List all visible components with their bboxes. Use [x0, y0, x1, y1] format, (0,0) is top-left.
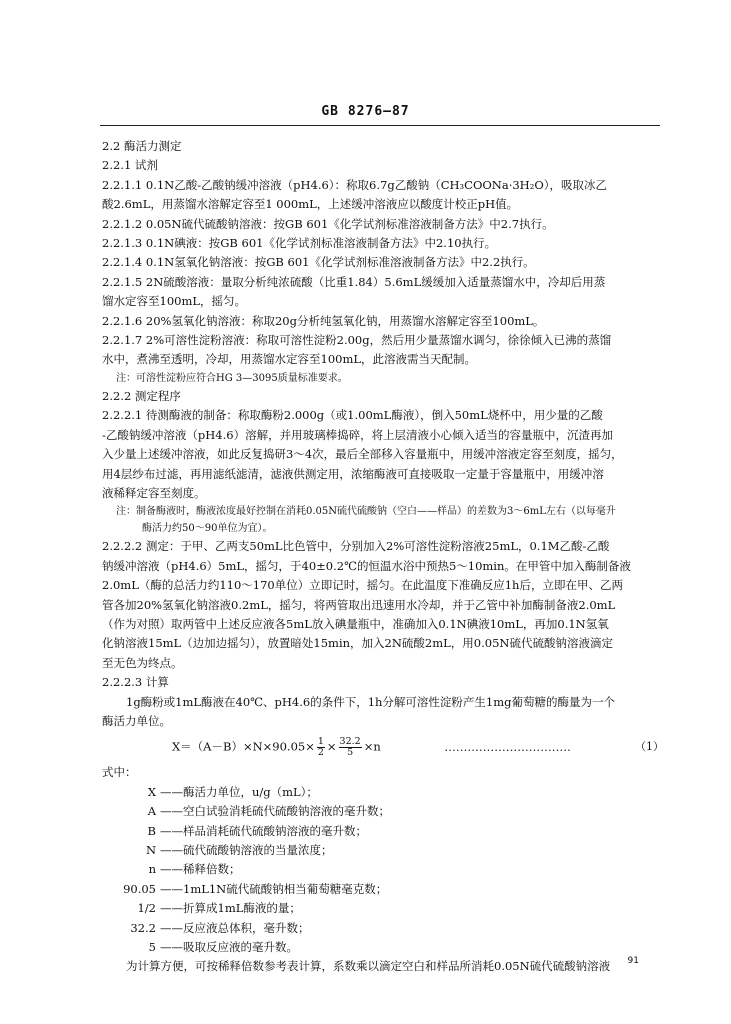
definition-row [102, 899, 664, 918]
definition-row [102, 860, 664, 879]
definition-symbol: 5 [148, 939, 156, 954]
text-line: 2.0mL（酶的总活力约110～170单位）立即记时，摇匀。在此温度下准确反应1h后，立即在甲、乙两 [102, 578, 623, 593]
definition-description: ——反应液总体积，毫升数； [160, 920, 310, 935]
definition-description: ——稀释倍数； [160, 862, 241, 877]
note-line: 酶活力约50～90单位为宜）。 [142, 523, 273, 535]
definition-symbol: n [148, 862, 156, 877]
definition-symbol: N [145, 842, 156, 857]
text-line: 2.2.1.7 2%可溶性淀粉溶液：称取可溶性淀粉2.00g，然后用少量蒸馏水调匀，徐徐倾入已沸的蒸馏 [102, 333, 612, 348]
text-line: 2.2.1.1 0.1N乙酸-乙酸钠缓冲溶液（pH4.6）：称取6.7g乙酸钠（CH₃COONa·3H₂O），吸取冰乙 [102, 177, 608, 192]
text-line: 水中，煮沸至透明，冷却，用蒸馏水定容至100mL，此溶液需当天配制。 [102, 352, 476, 367]
activity-formula [172, 737, 571, 758]
text-line: （作为对照）取两管中上述反应液各5mL放入碘量瓶中，准确加入0.1N碘液10mL，再加0.1N氢氧 [102, 616, 609, 631]
definition-description: ——空白试验消耗硫代硫酸钠溶液的毫升数； [160, 804, 390, 819]
definition-row [102, 919, 664, 938]
text-line: 2.2 酶活力测定 [102, 139, 182, 153]
definition-row [102, 822, 664, 841]
variable-definitions [102, 783, 664, 958]
fraction-denominator: 5 [347, 747, 354, 759]
text-line: 至无色为终点。 [102, 655, 183, 670]
text-line: 2.2.1 试剂 [102, 158, 158, 173]
closing-paragraph: 为计算方便，可按稀释倍数参考表计算，系数乘以滴定空白和样品所消耗0.05N硫代硫酸钠溶液 [126, 959, 611, 974]
definition-description: ——1mL1N硫代硫酸钠相当葡萄糖毫克数； [160, 881, 388, 896]
formula-fraction-half [317, 737, 325, 758]
text-line: 入少量上述缓冲溶液，如此反复捣研3～4次，最后全部移入容量瓶中，用缓冲溶液定容至刻度，摇匀， [102, 447, 623, 462]
definition-row [102, 802, 664, 821]
definition-symbol: 90.05 [123, 881, 156, 896]
text-line: 2.2.1.5 2N硫酸溶液：量取分析纯浓硫酸（比重1.84）5.6mL缓缓加入适量蒸馏水中，冷却后用蒸 [102, 274, 606, 289]
formula-times: × [326, 739, 337, 754]
fraction-numerator: 1 [317, 736, 324, 748]
definition-symbol: B [147, 823, 156, 838]
definition-row [102, 938, 664, 957]
definition-row [102, 783, 664, 802]
where-label: 式中： [102, 765, 137, 780]
fraction-denominator: 2 [317, 747, 324, 759]
header-rule [100, 125, 660, 126]
fraction-numerator: 32.2 [339, 736, 361, 748]
text-line: 管各加20%氢氧化钠溶液0.2mL，摇匀，将两管取出迅速用水冷却，并于乙管中补加酶制备液2.0mL [102, 597, 616, 612]
text-line: 2.2.2 测定程序 [102, 388, 181, 403]
text-line: 2.2.2.2 测定：于甲、乙两支50mL比色管中，分别加入2%可溶性淀粉溶液25mL，0.1M乙酸-乙酸 [102, 539, 610, 554]
definition-row [102, 880, 664, 899]
page-number: 91 [627, 956, 639, 966]
definition-description: ——吸取反应液的毫升数。 [160, 939, 298, 954]
formula-rhs: ×n [363, 739, 381, 754]
text-line: 2.2.1.4 0.1N氢氧化钠溶液：按GB 601《化学试剂标准溶液制备方法》中2.2执行。 [102, 255, 535, 270]
text-line: 馏水定容至100mL，摇匀。 [102, 294, 246, 309]
definition-symbol: A [147, 804, 156, 819]
note-line: 注：制备酶液时，酶液浓度最好控制在消耗0.05N硫代硫酸钠（空白——样品）的差数为3～6mL左右（以每毫升 [116, 506, 616, 518]
definition-symbol: 1/2 [137, 901, 156, 916]
document-body [102, 137, 664, 977]
definition-symbol: 32.2 [130, 920, 156, 935]
body-lines [102, 137, 664, 731]
formula-fraction-volume [339, 737, 362, 758]
formula-lhs: X＝（A－B）×N×90.05× [172, 739, 315, 754]
text-line: 2.2.1.6 20%氢氧化钠溶液：称取20g分析纯氢氧化钠，用蒸馏水溶解定容至100mL。 [102, 313, 545, 328]
text-line: 1g酶粉或1mL酶液在40℃、pH4.6的条件下，1h分解可溶性淀粉产生1mg葡萄糖的酶量为一个 [126, 694, 616, 709]
text-line: 酸2.6mL，用蒸馏水溶解定容至1 000mL，上述缓冲溶液应以酸度计校正pH值。 [102, 197, 519, 212]
text-line: 用4层纱布过滤，再用滤纸滤清，滤液供测定用，浓缩酶液可直接吸取一定量于容量瓶中，用缓冲溶 [102, 466, 604, 481]
text-line: 液稀释定容至刻度。 [102, 485, 206, 500]
equation-number: （1） [635, 740, 664, 754]
text-line: 钠缓冲溶液（pH4.6）5mL，摇匀，于40±0.2℃的恒温水浴中预热5～10min。在甲管中加入酶制备液 [102, 558, 631, 573]
definition-row [102, 841, 664, 860]
standard-header: GB 8276—87 [321, 104, 410, 119]
note-line: 注：可溶性淀粉应符合HG 3—3095质量标准要求。 [116, 372, 348, 384]
text-line: 2.2.1.3 0.1N碘液：按GB 601《化学试剂标准溶液制备方法》中2.10执行。 [102, 236, 497, 251]
formula-row [102, 731, 664, 763]
text-line: 2.2.1.2 0.05N硫代硫酸钠溶液：按GB 601《化学试剂标准溶液制备方法》中2.7执行。 [102, 216, 554, 231]
text-line: -乙酸钠缓冲溶液（pH4.6）溶解，并用玻璃棒捣碎，将上层清液小心倾入适当的容量瓶中，沉渣再加 [102, 427, 614, 442]
definition-description: ——酶活力单位，u/g（mL）； [160, 784, 318, 799]
definition-description: ——折算成1mL酶液的量； [160, 901, 301, 916]
text-line: 酶活力单位。 [102, 713, 171, 728]
formula-leader-dots: …………………………… [444, 739, 571, 754]
definition-description: ——样品消耗硫代硫酸钠溶液的毫升数； [160, 823, 367, 838]
definition-description: ——硫代硫酸钠溶液的当量浓度； [160, 842, 333, 857]
text-line: 化钠溶液15mL（边加边摇匀），放置暗处15min，加入2N硫酸2mL，用0.05N硫代硫酸钠溶液滴定 [102, 636, 613, 651]
text-line: 2.2.2.1 待测酶液的制备：称取酶粉2.000g（或1.00mL酶液），倒入50mL烧杯中，用少量的乙酸 [102, 408, 603, 423]
text-line: 2.2.2.3 计算 [102, 675, 169, 690]
definition-symbol: X [147, 784, 156, 799]
